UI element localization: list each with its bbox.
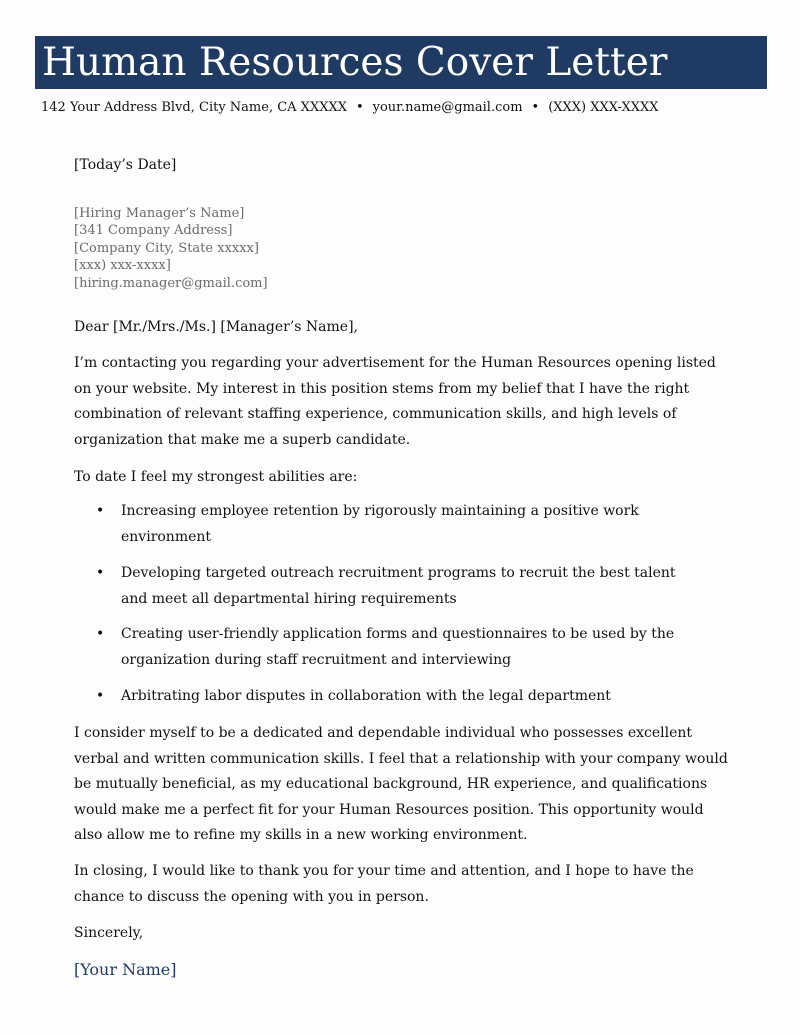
title-banner xyxy=(35,36,767,89)
bullet-icon: • xyxy=(96,626,105,642)
list-item xyxy=(96,622,686,673)
salutation: Dear [Mr./Mrs./Ms.] [Manager’s Name], xyxy=(74,319,358,335)
list-item xyxy=(96,499,686,550)
closing-line: Sincerely, xyxy=(74,925,144,941)
letter-date: [Today’s Date] xyxy=(74,157,177,173)
bullet-icon: • xyxy=(96,503,105,519)
contact-info xyxy=(41,99,659,117)
bullet-icon: • xyxy=(96,565,105,581)
list-item-text: Creating user-friendly application forms and questionnaires to be used by the organization during staff recruitment and interviewing xyxy=(121,626,675,668)
recipient-email: [hiring.manager@gmail.com] xyxy=(74,275,268,291)
contact-separator: • xyxy=(355,100,364,115)
signature-name: [Your Name] xyxy=(74,960,177,979)
contact-phone: (XXX) XXX-XXXX xyxy=(548,100,659,115)
body-paragraph: I consider myself to be a dedicated and dependable individual who possesses excellent verbal and written communication skills. I feel that a relationship with your company would be mutually beneficial, as my educational background, HR experience, and qualifications would make me a perfect fit for your Human Resources position. This opportunity would also allow me to refine my skills in a new working environment. xyxy=(74,725,728,843)
list-item xyxy=(96,561,686,612)
recipient-name: [Hiring Manager’s Name] xyxy=(74,206,245,221)
recipient-block xyxy=(74,205,268,292)
closing-paragraph: In closing, I would like to thank you for your time and attention, and I hope to have the chance to discuss the opening with you in person. xyxy=(74,863,694,905)
contact-address: 142 Your Address Blvd, City Name, CA XXXXX xyxy=(41,100,347,115)
recipient-address: [341 Company Address] xyxy=(74,223,233,239)
recipient-phone: [xxx) xxx-xxxx] xyxy=(74,258,171,274)
list-item-text: Increasing employee retention by rigorously maintaining a positive work environment xyxy=(121,503,639,545)
abilities-intro: To date I feel my strongest abilities are: xyxy=(74,469,358,485)
intro-paragraph: I’m contacting you regarding your advertisement for the Human Resources opening listed on your website. My interest in this position stems from my belief that I have the right combination of relevant staffing experience, communication skills, and high levels of organization that make me a superb candidate. xyxy=(74,355,716,448)
recipient-city-state: [Company City, State xxxxx] xyxy=(74,240,259,256)
list-item-text: Arbitrating labor disputes in collaboration with the legal department xyxy=(121,688,611,704)
contact-separator: • xyxy=(531,100,540,115)
list-item xyxy=(96,684,686,710)
document-title: Human Resources Cover Letter xyxy=(42,40,668,85)
bullet-icon: • xyxy=(96,688,105,704)
list-item-text: Developing targeted outreach recruitment programs to recruit the best talent and meet all departmental hiring requirements xyxy=(121,565,676,607)
contact-email: your.name@gmail.com xyxy=(372,100,523,115)
